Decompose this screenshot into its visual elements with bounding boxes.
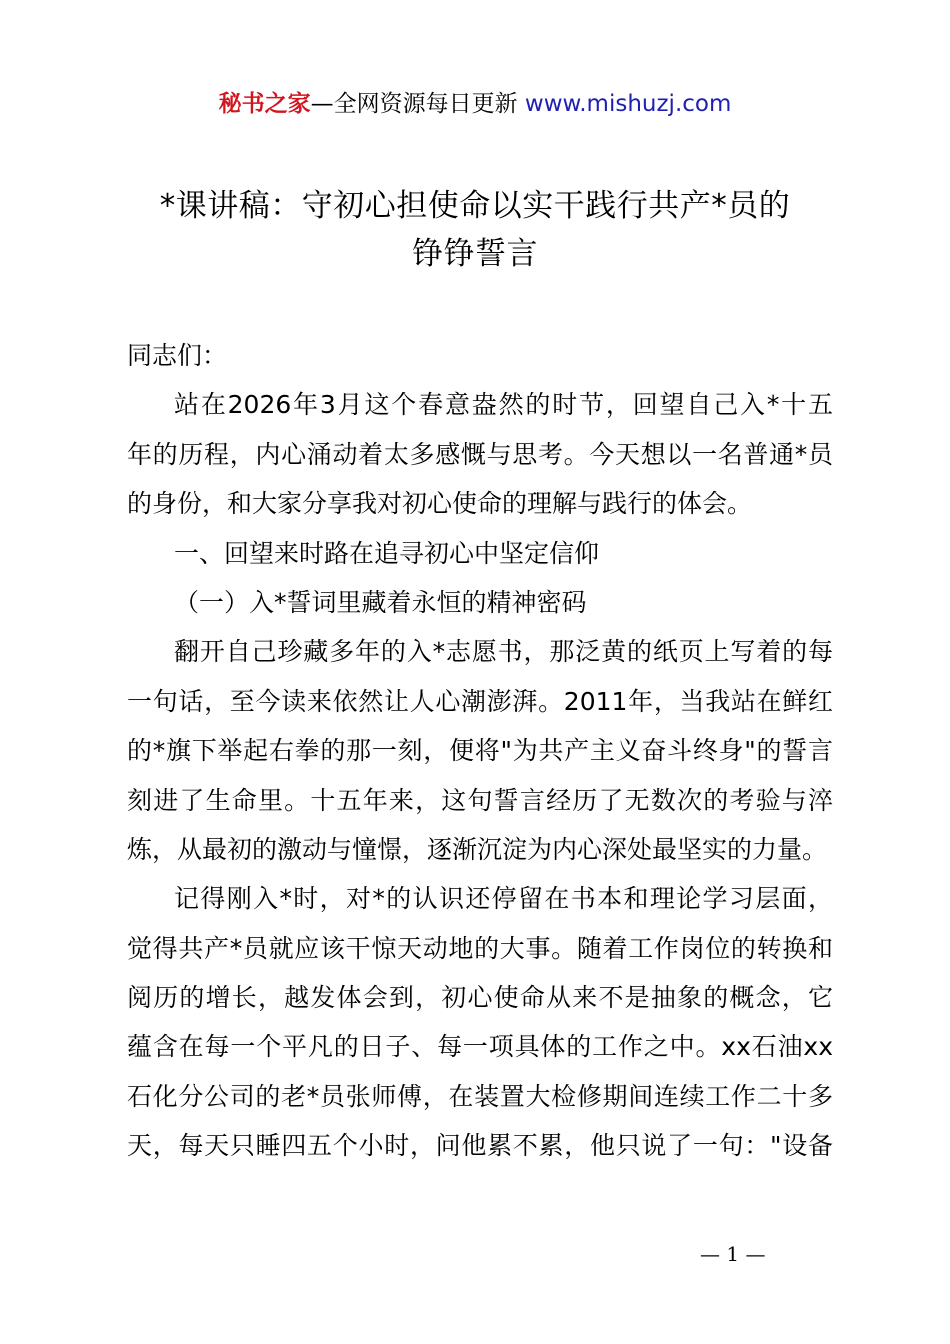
paragraph-line: 记得刚入*时，对*的认识还停留在书本和理论学习层面， <box>174 884 833 914</box>
paragraph-line: 一句话，至今读来依然让人心潮澎湃。2011年，当我站在鲜红 <box>127 686 833 716</box>
salutation: 同志们： <box>127 341 228 370</box>
paragraph-line: 炼，从最初的激动与憧憬，逐渐沉淀为内心深处最坚实的力量。 <box>127 834 828 864</box>
document-title <box>100 182 850 278</box>
title-line-2: 铮铮誓言 <box>412 236 538 272</box>
site-header <box>0 88 950 120</box>
site-brand: 秘书之家 <box>218 91 311 117</box>
paragraph-line: 阅历的增长，越发体会到，初心使命从来不是抽象的概念，它 <box>127 983 833 1013</box>
title-line-1: *课讲稿：守初心担使命以实干践行共产*员的 <box>159 188 791 224</box>
paragraph-line: 觉得共产*员就应该干惊天动地的大事。随着工作岗位的转换和 <box>127 933 833 963</box>
paragraph-line: 刻进了生命里。十五年来，这句誓言经历了无数次的考验与淬 <box>127 785 833 815</box>
paragraph-line: 蕴含在每一个平凡的日子、每一项具体的工作之中。xx石油xx <box>127 1032 833 1062</box>
paragraph-line: 站在2026年3月这个春意盎然的时节，回望自己入*十五 <box>174 390 833 420</box>
paragraph-line: 石化分公司的老*员张师傅，在装置大检修期间连续工作二十多 <box>127 1081 833 1111</box>
paragraph-line: 的*旗下举起右拳的那一刻，便将"为共产主义奋斗终身"的誓言 <box>127 736 833 766</box>
section-heading: 一、回望来时路在追寻初心中坚定信仰 <box>174 538 600 568</box>
paragraph-line: 翻开自己珍藏多年的入*志愿书，那泛黄的纸页上写着的每 <box>174 637 833 667</box>
page-number: — 1 — <box>700 1242 766 1266</box>
paragraph-line: 年的历程，内心涌动着太多感慨与思考。今天想以一名普通*员 <box>127 439 833 469</box>
paragraph-line: 天，每天只睡四五个小时，问他累不累，他只说了一句："设备 <box>127 1131 833 1161</box>
document-body <box>127 331 833 1171</box>
paragraph-line: 的身份，和大家分享我对初心使命的理解与践行的体会。 <box>127 489 753 519</box>
site-url-link[interactable]: www.mishuzj.com <box>524 91 732 117</box>
subsection-heading: （一）入*誓词里藏着永恒的精神密码 <box>174 587 587 617</box>
site-tagline: —全网资源每日更新 <box>310 91 518 117</box>
